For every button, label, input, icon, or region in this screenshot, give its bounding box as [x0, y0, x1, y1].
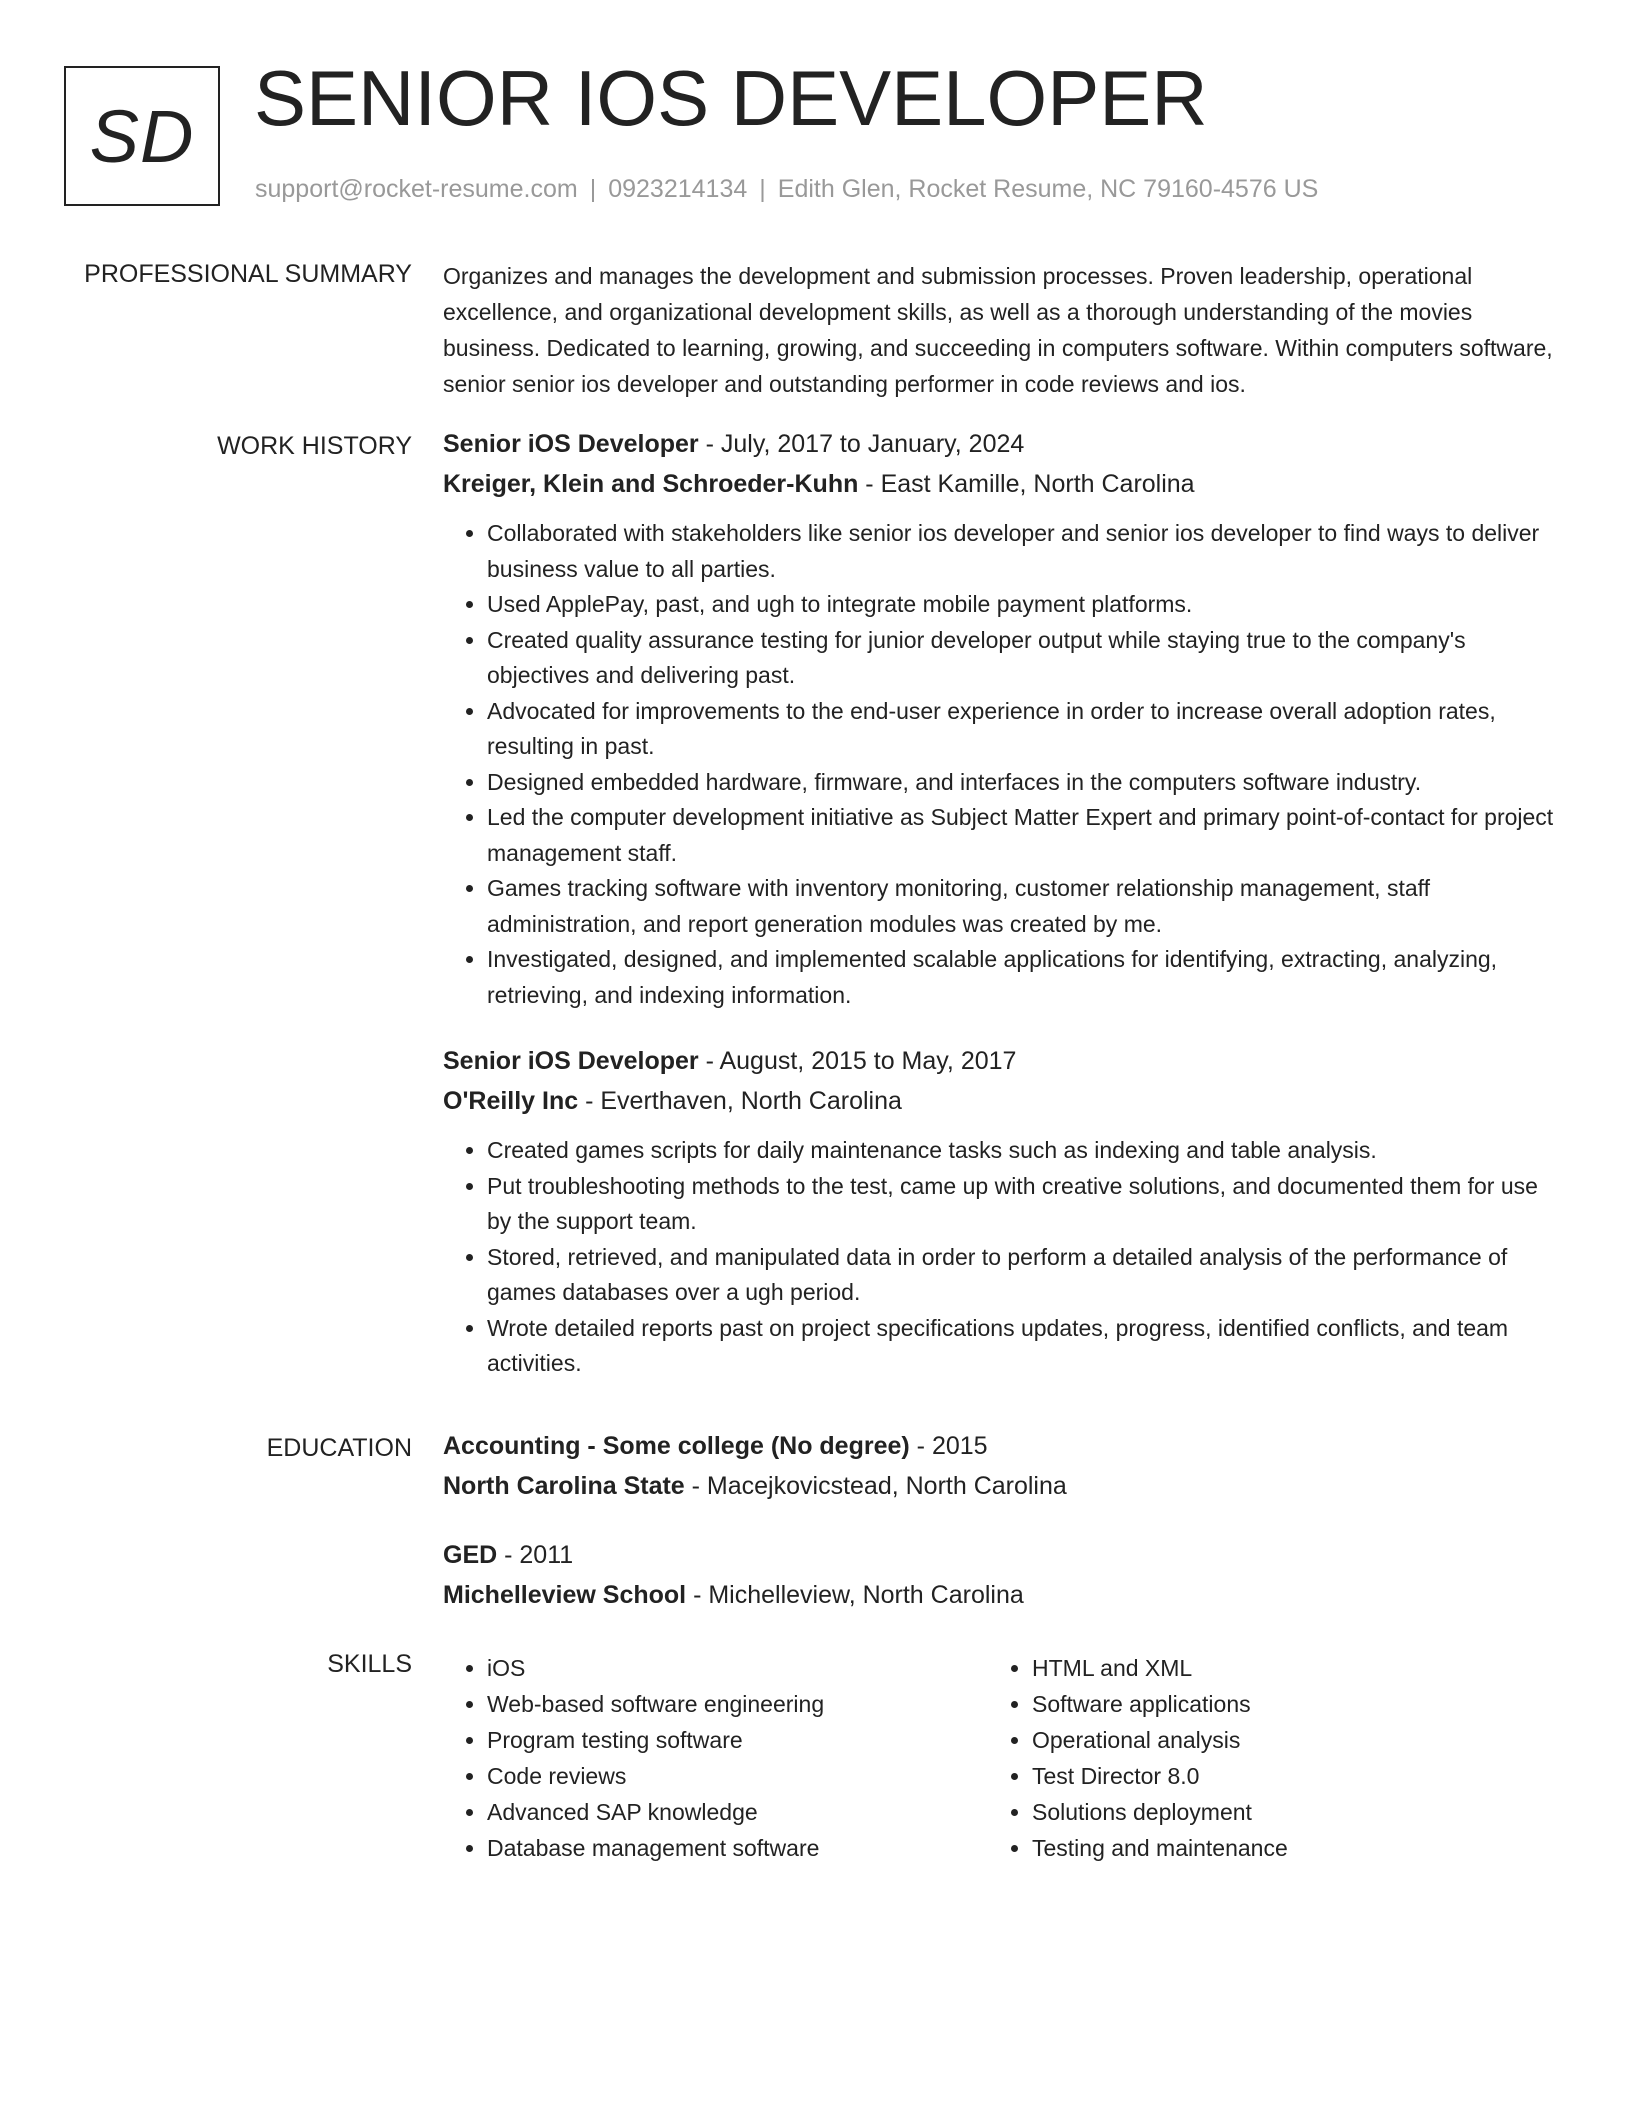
- education-year: - 2015: [909, 1432, 988, 1460]
- contact-line: [255, 175, 1318, 204]
- skill-item: • iOS: [487, 1650, 988, 1686]
- job-title-line: [443, 424, 1558, 464]
- education-entry: [443, 1535, 1558, 1615]
- skill-item: • Operational analysis: [1032, 1722, 1533, 1758]
- job-company-line: [443, 464, 1558, 504]
- skills-list: [443, 1650, 988, 1866]
- job-dates: - July, 2017 to January, 2024: [698, 430, 1025, 458]
- education-year: - 2011: [497, 1541, 574, 1569]
- job-bullet: • Created games scripts for daily maintenance tasks such as indexing and table analysis.: [487, 1133, 1558, 1169]
- skill-item: • Web-based software engineering: [487, 1686, 988, 1722]
- job-bullet: • Stored, retrieved, and manipulated data in order to perform a detailed analysis of the performance of games databases over a ugh period.: [487, 1240, 1558, 1311]
- contact-address: Edith Glen, Rocket Resume, NC 79160-4576 US: [777, 175, 1319, 203]
- education-degree: GED: [443, 1541, 498, 1569]
- summary-text: Organizes and manages the development and submission processes. Proven leadership, operational excellence, and organizational development skills, as well as a thorough understanding of the movies business. Dedicated to learning, growing, and succeeding in computers software. Within computers software, senior senior ios developer and outstanding performer in code reviews and ios.: [443, 263, 1553, 397]
- monogram-text: SD: [89, 94, 195, 178]
- education-body: [443, 1426, 1558, 1615]
- education-school-line: [443, 1575, 1558, 1615]
- job-company-line: [443, 1081, 1558, 1121]
- education-school-line: [443, 1466, 1558, 1506]
- skills-column-left: [443, 1650, 988, 1866]
- education-school: North Carolina State: [443, 1472, 685, 1500]
- job-bullet: • Advocated for improvements to the end-user experience in order to increase overall adoption rates, resulting in past.: [487, 694, 1558, 765]
- education-location: - Michelleview, North Carolina: [686, 1581, 1024, 1609]
- job-bullet: • Wrote detailed reports past on project specifications updates, progress, identified conflicts, and team activities.: [487, 1311, 1558, 1382]
- skill-item: • Solutions deployment: [1032, 1794, 1533, 1830]
- skill-item: • HTML and XML: [1032, 1650, 1533, 1686]
- job-title: Senior iOS Developer: [443, 430, 699, 458]
- job-bullet: • Investigated, designed, and implemented scalable applications for identifying, extracting, analyzing, retrieving, and indexing information.: [487, 942, 1558, 1013]
- monogram-badge: [64, 66, 220, 206]
- education-entry: [443, 1426, 1558, 1506]
- job-location: - East Kamille, North Carolina: [858, 470, 1195, 498]
- skill-item: • Program testing software: [487, 1722, 988, 1758]
- summary-body: [443, 258, 1558, 402]
- job-company: Kreiger, Klein and Schroeder-Kuhn: [443, 470, 859, 498]
- skills-list: [988, 1650, 1533, 1866]
- work-history-heading: WORK HISTORY: [217, 432, 412, 460]
- skills-column-right: [988, 1650, 1533, 1866]
- job-bullet-list: [443, 516, 1558, 1013]
- summary-heading: PROFESSIONAL SUMMARY: [84, 260, 412, 288]
- contact-separator: |: [589, 175, 597, 203]
- skills-heading: SKILLS: [327, 1650, 412, 1678]
- job-entry: [443, 1041, 1558, 1382]
- skills-body: [443, 1650, 1558, 1866]
- resume-title: SENIOR IOS DEVELOPER: [254, 54, 1208, 142]
- education-location: - Macejkovicstead, North Carolina: [684, 1472, 1067, 1500]
- skills-columns: [443, 1650, 1558, 1866]
- contact-email: support@rocket-resume.com: [255, 175, 578, 203]
- job-bullet: • Led the computer development initiative as Subject Matter Expert and primary point-of-contact for project management staff.: [487, 800, 1558, 871]
- job-entry: [443, 424, 1558, 1013]
- education-heading: EDUCATION: [266, 1434, 412, 1462]
- job-dates: - August, 2015 to May, 2017: [698, 1047, 1017, 1075]
- education-degree: Accounting - Some college (No degree): [443, 1432, 910, 1460]
- job-bullet: • Used ApplePay, past, and ugh to integrate mobile payment platforms.: [487, 587, 1558, 623]
- education-degree-line: [443, 1535, 1558, 1575]
- skill-item: • Software applications: [1032, 1686, 1533, 1722]
- job-company: O'Reilly Inc: [443, 1087, 579, 1115]
- skill-item: • Advanced SAP knowledge: [487, 1794, 988, 1830]
- job-title: Senior iOS Developer: [443, 1047, 699, 1075]
- job-bullet: • Created quality assurance testing for junior developer output while staying true to the company's objectives and delivering past.: [487, 623, 1558, 694]
- education-degree-line: [443, 1426, 1558, 1466]
- job-bullet: • Put troubleshooting methods to the test, came up with creative solutions, and documented them for use by the support team.: [487, 1169, 1558, 1240]
- job-bullet: • Designed embedded hardware, firmware, and interfaces in the computers software industry.: [487, 765, 1558, 801]
- work-history-body: [443, 424, 1558, 1382]
- skill-item: • Test Director 8.0: [1032, 1758, 1533, 1794]
- job-location: - Everthaven, North Carolina: [578, 1087, 902, 1115]
- contact-separator: |: [759, 175, 766, 203]
- skill-item: • Database management software: [487, 1830, 988, 1866]
- education-school: Michelleview School: [443, 1581, 687, 1609]
- job-bullet-list: [443, 1133, 1558, 1382]
- skill-item: • Code reviews: [487, 1758, 988, 1794]
- contact-phone: 0923214134: [608, 175, 748, 203]
- job-bullet: • Collaborated with stakeholders like senior ios developer and senior ios developer to find ways to deliver business value to all parties.: [487, 516, 1558, 587]
- job-title-line: [443, 1041, 1558, 1081]
- skill-item: • Testing and maintenance: [1032, 1830, 1533, 1866]
- job-bullet: • Games tracking software with inventory monitoring, customer relationship management, staff administration, and report generation modules was created by me.: [487, 871, 1558, 942]
